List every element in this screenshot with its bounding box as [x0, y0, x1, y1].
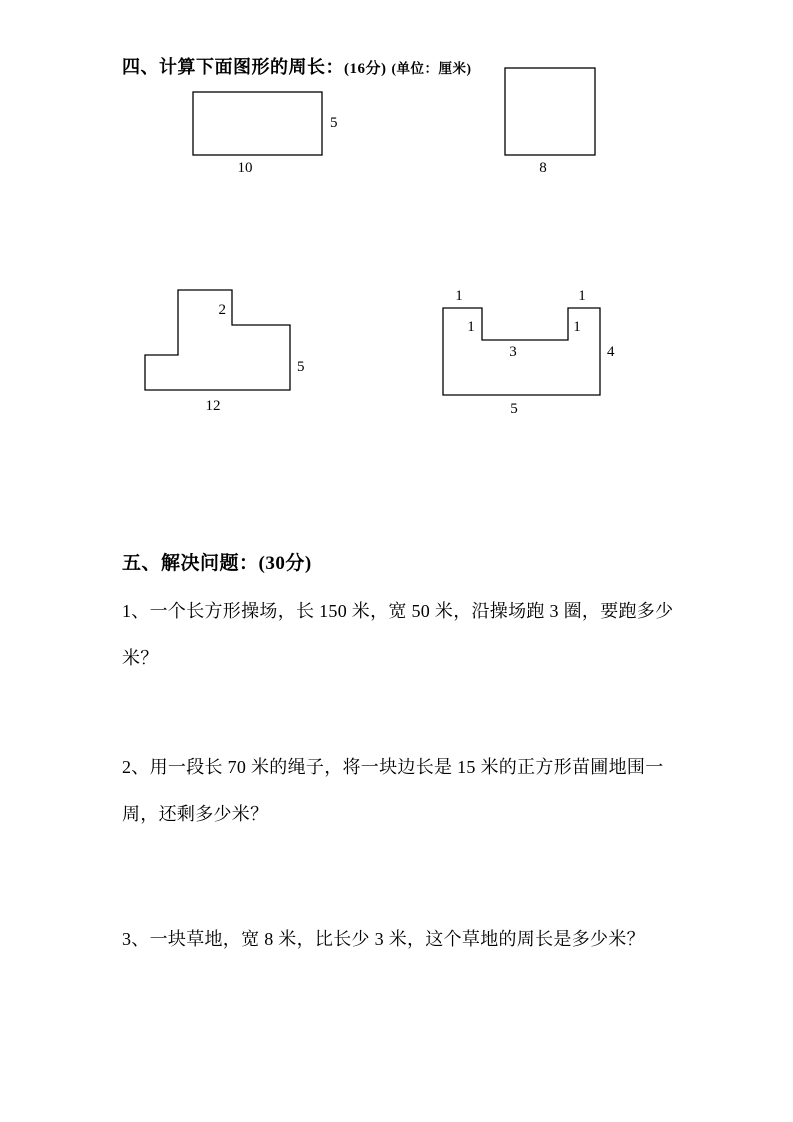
- staircase-figure: [145, 290, 290, 390]
- rectangle-height-label: 5: [330, 115, 338, 131]
- rectangle-width-label: 10: [237, 160, 253, 176]
- staircase-right-label: 5: [297, 359, 305, 375]
- notched-bottom-label: 5: [510, 401, 518, 417]
- square-side-label: 8: [539, 160, 547, 176]
- notched-notch-bottom-label: 3: [509, 344, 517, 360]
- notched-inner-right-label: 1: [573, 319, 581, 335]
- section5-title: 五、解决问题：(30分): [122, 553, 312, 574]
- section4-unit: (单位：厘米): [391, 61, 472, 76]
- problem-3: [122, 916, 645, 963]
- staircase-step-label: 2: [218, 302, 226, 318]
- figures-canvas: [0, 0, 793, 440]
- problem-1-line-2: 米？: [122, 648, 159, 668]
- notched-right-label: 4: [607, 344, 615, 360]
- problem-2-line-1: 2、用一段长 70 米的绳子，将一块边长是 15 米的正方形苗圃地围一: [122, 757, 664, 777]
- notched-top-right-label: 1: [578, 288, 586, 304]
- notched-top-left-label: 1: [455, 288, 463, 304]
- section4-title: 四、计算下面图形的周长：: [122, 57, 344, 77]
- staircase-bottom-label: 12: [205, 398, 221, 414]
- rectangle-figure: [193, 92, 322, 155]
- section5-heading: [122, 548, 312, 575]
- problem-2: [122, 744, 664, 838]
- problem-2-line-2: 周，还剩多少米？: [122, 804, 269, 824]
- problem-1-line-1: 1、一个长方形操场，长 150 米，宽 50 米，沿操场跑 3 圈，要跑多少: [122, 601, 674, 621]
- problem-1: [122, 588, 673, 682]
- problem-3-line-1: 3、一块草地，宽 8 米，比长少 3 米，这个草地的周长是多少米？: [122, 929, 645, 949]
- square-figure: [505, 68, 595, 155]
- section4-score: (16分): [344, 61, 387, 77]
- notched-inner-left-label: 1: [467, 319, 475, 335]
